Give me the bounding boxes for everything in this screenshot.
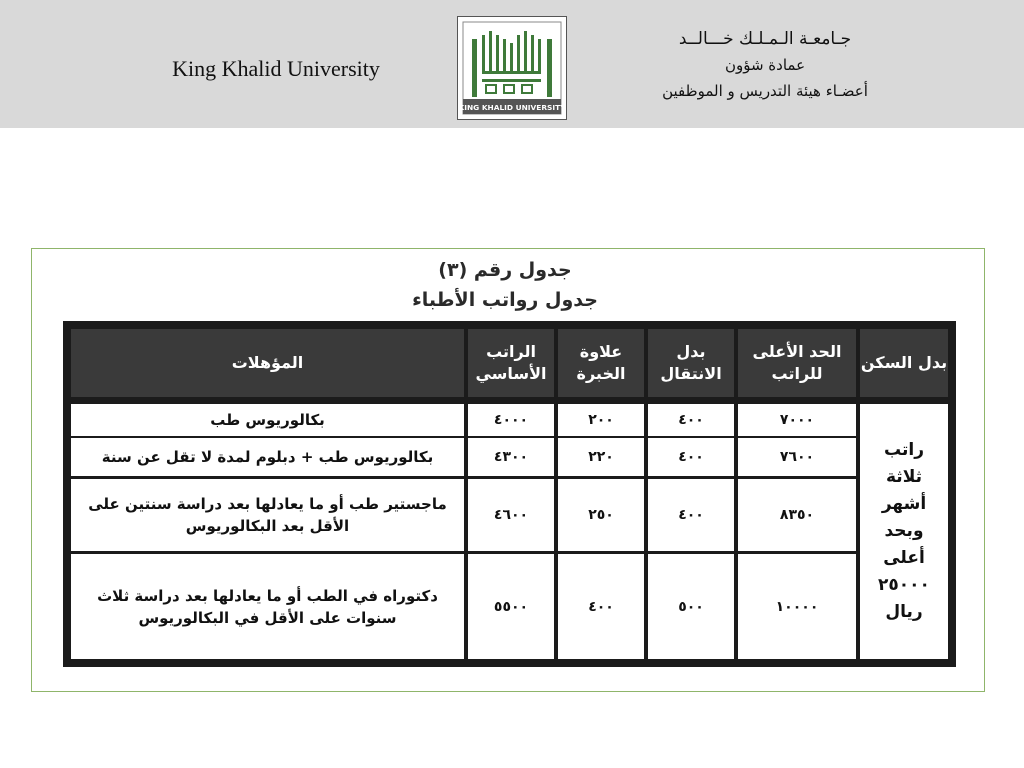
logo-caption: KING KHALID UNIVERSITY <box>458 103 566 112</box>
header-band <box>0 0 1024 128</box>
header-experience-allowance: علاوة الخبرة <box>558 329 644 397</box>
table-row-3-experience: ٢٥٠ <box>558 479 644 551</box>
table-row-1-max: ٧٠٠٠ <box>738 404 856 436</box>
header-max-salary: الحد الأعلى للراتب <box>738 329 856 397</box>
table-row-3-qualification: ماجستير طب أو ما يعادلها بعد دراسة سنتين على الأقل بعد البكالوريوس <box>71 479 464 551</box>
table-row-3-transport: ٤٠٠ <box>648 479 734 551</box>
table-row-3-basic: ٤٦٠٠ <box>468 479 554 551</box>
salary-table <box>63 321 956 667</box>
university-name-english: King Khalid University <box>172 56 380 81</box>
table-row-3-max: ٨٣٥٠ <box>738 479 856 551</box>
table-row-1-experience: ٢٠٠ <box>558 404 644 436</box>
university-name-arabic: جـامعـة الـمـلـك خـــالــد <box>678 29 852 49</box>
housing-allowance-note: راتب ثلاثة أشهر وبحد أعلى ٢٥٠٠٠ ريال <box>860 404 948 659</box>
table-title: جدول رواتب الأطباء <box>412 289 598 311</box>
table-row-4-qualification: دكتوراه في الطب أو ما يعادلها بعد دراسة ثلاث سنوات على الأقل في البكالوريوس <box>71 554 464 659</box>
department-label: أعضـاء هيئة التدريس و الموظفين <box>662 82 868 100</box>
logo-emblem-icon <box>458 17 566 119</box>
table-row-1-transport: ٤٠٠ <box>648 404 734 436</box>
table-row-2-max: ٧٦٠٠ <box>738 438 856 476</box>
table-number-title: جدول رقم (٣) <box>438 259 572 281</box>
header-transport-allowance: بدل الانتقال <box>648 329 734 397</box>
table-row-4-max: ١٠٠٠٠ <box>738 554 856 659</box>
table-row-4-basic: ٥٥٠٠ <box>468 554 554 659</box>
table-row-1-basic: ٤٠٠٠ <box>468 404 554 436</box>
deanship-label: عمادة شؤون <box>724 56 806 74</box>
table-row-1-qualification: بكالوريوس طب <box>71 404 464 436</box>
university-logo <box>457 16 567 120</box>
table-row-4-transport: ٥٠٠ <box>648 554 734 659</box>
header-housing-allowance: بدل السكن <box>860 329 948 397</box>
table-row-2-qualification: بكالوريوس طب + دبلوم لمدة لا تقل عن سنة <box>71 438 464 476</box>
table-row-2-basic: ٤٣٠٠ <box>468 438 554 476</box>
table-row-2-experience: ٢٢٠ <box>558 438 644 476</box>
table-row-4-experience: ٤٠٠ <box>558 554 644 659</box>
arabic-header-block <box>600 26 930 104</box>
table-row-2-transport: ٤٠٠ <box>648 438 734 476</box>
header-qualifications: المؤهلات <box>71 329 464 397</box>
header-basic-salary: الراتب الأساسي <box>468 329 554 397</box>
